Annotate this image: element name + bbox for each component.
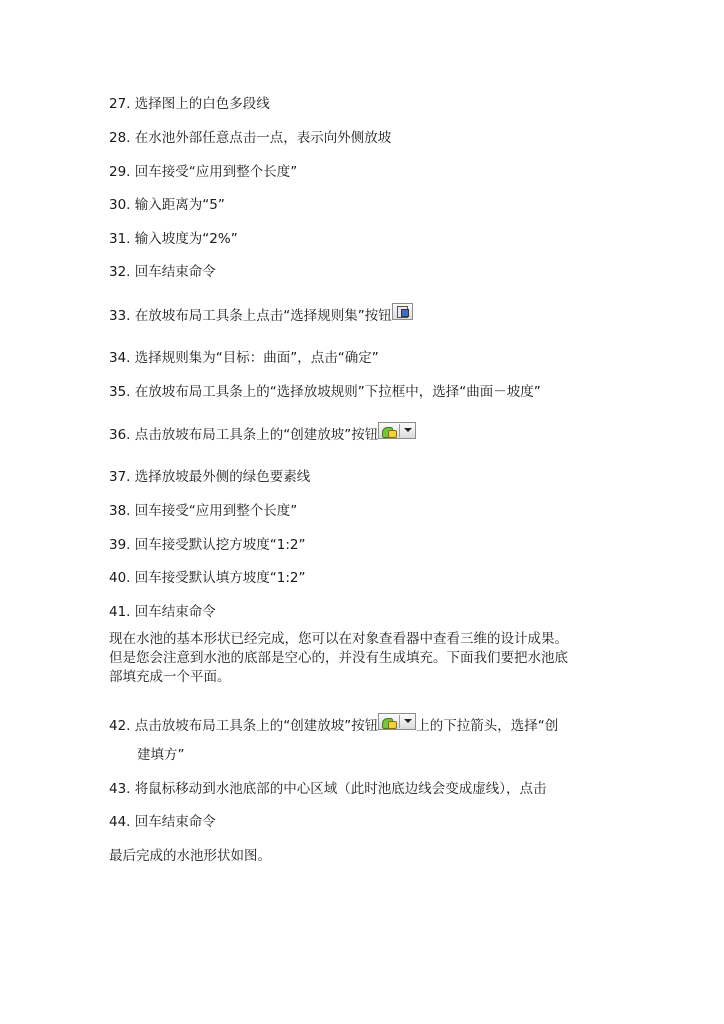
step-text: 上的下拉箭头，选择“创 (416, 718, 559, 734)
step-31 (109, 230, 238, 248)
step-44 (109, 813, 216, 831)
step-text: 点击放坡布局工具条上的“创建放坡”按钮 (134, 427, 379, 443)
step-40 (109, 569, 306, 587)
step-28 (109, 129, 391, 147)
step-text: 回车结束命令 (134, 264, 216, 280)
step-number: 42. (109, 718, 131, 734)
step-text: 回车结束命令 (134, 814, 216, 830)
step-43 (109, 780, 547, 798)
closing-sentence (109, 847, 271, 865)
create-grading-button[interactable] (378, 422, 416, 439)
step-number: 43. (109, 781, 131, 797)
step-text: 选择放坡最外侧的绿色要素线 (134, 469, 311, 485)
step-42 (109, 717, 558, 735)
create-grading-button[interactable] (378, 713, 416, 730)
step-38 (109, 502, 297, 520)
step-39 (109, 536, 306, 554)
create-grading-icon (382, 716, 396, 727)
step-29 (109, 163, 297, 181)
step-text: 回车结束命令 (134, 604, 216, 620)
step-text: 回车接受默认挖方坡度“1:2” (134, 537, 306, 553)
step-37 (109, 468, 310, 486)
step-number: 39. (109, 537, 131, 553)
step-text: 选择规则集为“目标：曲面”，点击“确定” (134, 350, 379, 366)
step-number: 35. (109, 384, 131, 400)
step-text: 点击放坡布局工具条上的“创建放坡”按钮 (134, 718, 379, 734)
step-text: 在放坡布局工具条上点击“选择规则集”按钮 (134, 308, 392, 324)
step-number: 31. (109, 231, 131, 247)
step-30 (109, 196, 225, 214)
step-text: 输入距离为“5” (134, 197, 225, 213)
step-number: 33. (109, 308, 131, 324)
step-text: 回车接受默认填方坡度“1:2” (134, 570, 306, 586)
closing-text: 最后完成的水池形状如图。 (109, 848, 271, 864)
select-ruleset-icon (397, 306, 408, 318)
chevron-down-icon[interactable] (404, 428, 412, 432)
step-35 (109, 383, 541, 401)
step-text: 选择图上的白色多段线 (134, 96, 270, 112)
step-27 (109, 95, 270, 113)
step-42-continuation (137, 746, 185, 764)
step-text: 在水池外部任意点击一点，表示向外侧放坡 (134, 130, 392, 146)
step-number: 37. (109, 469, 131, 485)
step-34 (109, 349, 379, 367)
body-paragraph (109, 630, 629, 687)
create-grading-icon (382, 425, 396, 436)
paragraph-line: 部填充成一个平面。 (109, 669, 231, 685)
step-number: 41. (109, 604, 131, 620)
step-41 (109, 603, 216, 621)
step-number: 44. (109, 814, 131, 830)
paragraph-line: 现在水池的基本形状已经完成，您可以在对象查看器中查看三维的设计成果。 (109, 631, 568, 647)
step-number: 29. (109, 164, 131, 180)
step-text: 输入坡度为“2%” (134, 231, 238, 247)
step-number: 38. (109, 503, 131, 519)
step-32 (109, 263, 216, 281)
select-ruleset-button[interactable] (392, 303, 413, 320)
step-number: 32. (109, 264, 131, 280)
step-number: 36. (109, 427, 131, 443)
step-number: 34. (109, 350, 131, 366)
chevron-down-icon[interactable] (404, 719, 412, 723)
step-number: 28. (109, 130, 131, 146)
step-text: 回车接受“应用到整个长度” (134, 503, 298, 519)
step-number: 27. (109, 96, 131, 112)
step-text: 在放坡布局工具条上的“选择放坡规则”下拉框中，选择“曲面－坡度” (134, 384, 541, 400)
step-text: 回车接受“应用到整个长度” (134, 164, 298, 180)
paragraph-line: 但是您会注意到水池的底部是空心的，并没有生成填充。下面我们要把水池底 (109, 650, 568, 666)
step-number: 30. (109, 197, 131, 213)
step-number: 40. (109, 570, 131, 586)
step-36 (109, 426, 416, 444)
step-text: 建填方” (137, 747, 185, 763)
step-text: 将鼠标移动到水池底部的中心区域（此时池底边线会变成虚线），点击 (134, 781, 547, 797)
step-33 (109, 307, 413, 325)
